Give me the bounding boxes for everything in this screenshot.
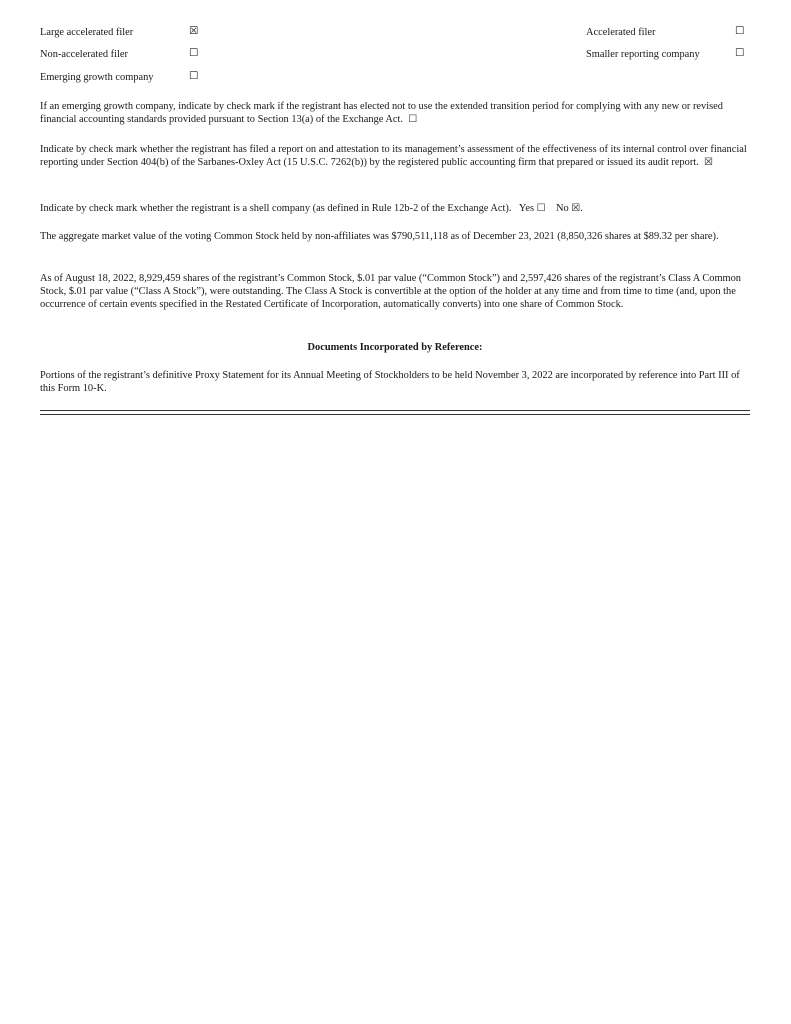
shell-company-no-label: No: [555, 203, 569, 214]
documents-incorporated-paragraph: [40, 369, 750, 395]
shares-outstanding-text: As of August 18, 2022, 8,929,459 shares of the registrant’s Common Stock, $.01 par value (“Common Stock”) and 2,597,426 shares of the registrant’s Class A Common Stock, $.01 par value (“Class A Stock”), were outstanding. The Class A Stock is convertible at the option of the holder at any time and from time to time (and, upon the occurrence of certain events specified in the Restated Certificate of Incorporation, automatically converts) into one share of Common Stock.: [40, 273, 741, 310]
non-accelerated-filer-checkbox[interactable]: ☐: [189, 47, 199, 59]
smaller-reporting-company-label: Smaller reporting company: [586, 49, 700, 60]
transition-period-checkbox[interactable]: ☐: [408, 114, 418, 125]
large-accelerated-filer-checkbox[interactable]: ☒: [189, 25, 199, 37]
accelerated-filer-checkbox[interactable]: ☐: [735, 25, 745, 37]
transition-period-paragraph: [40, 100, 750, 126]
filer-row-1: [40, 26, 750, 40]
transition-period-text: If an emerging growth company, indicate by check mark if the registrant has elected not to use the extended transition period for complying with any new or revised financial accounting standards provided pursuant to Section 13(a) of the Exchange Act.: [40, 101, 723, 125]
large-accelerated-filer-label: Large accelerated filer: [40, 27, 134, 38]
documents-incorporated-heading: Documents Incorporated by Reference:: [307, 342, 483, 353]
market-value-text: The aggregate market value of the voting Common Stock held by non-affiliates was $790,511,118 as of December 23, 2021 (8,850,326 shares at $89.32 per share).: [40, 231, 719, 242]
smaller-reporting-company-checkbox[interactable]: ☐: [735, 47, 745, 59]
shell-company-yes-checkbox[interactable]: ☐: [536, 203, 546, 214]
icfr-attestation-text: Indicate by check mark whether the registrant has filed a report on and attestation to its management’s assessment of the effectiveness of its internal control over financial reporting under Section 404(b) of the Sarbanes-Oxley Act (15 U.S.C. 7262(b)) by the registered public accounting firm that prepared or issued its audit report.: [40, 144, 747, 168]
icfr-attestation-paragraph: [40, 143, 750, 169]
double-rule-top: [40, 410, 750, 411]
filer-row-3: [40, 71, 750, 85]
emerging-growth-company-label: Emerging growth company: [40, 72, 154, 83]
market-value-paragraph: [40, 230, 750, 243]
filer-row-2: [40, 48, 750, 62]
shell-company-paragraph: [40, 202, 750, 215]
documents-incorporated-text: Portions of the registrant’s definitive Proxy Statement for its Annual Meeting of Stockholders to be held November 3, 2022 are incorporated by reference into Part III of this Form 10-K.: [40, 370, 740, 394]
shares-outstanding-paragraph: [40, 272, 750, 311]
non-accelerated-filer-label: Non-accelerated filer: [40, 49, 128, 60]
double-rule-bottom: [40, 414, 750, 415]
shell-company-text: Indicate by check mark whether the registrant is a shell company (as defined in Rule 12b-2 of the Exchange Act).: [40, 203, 512, 214]
icfr-attestation-checkbox[interactable]: ☒: [703, 157, 713, 168]
shell-company-period: .: [580, 203, 583, 214]
emerging-growth-company-checkbox[interactable]: ☐: [189, 70, 199, 82]
shell-company-no-checkbox[interactable]: ☒: [571, 203, 581, 214]
accelerated-filer-label: Accelerated filer: [586, 27, 656, 38]
shell-company-yes-label: Yes: [518, 203, 535, 214]
